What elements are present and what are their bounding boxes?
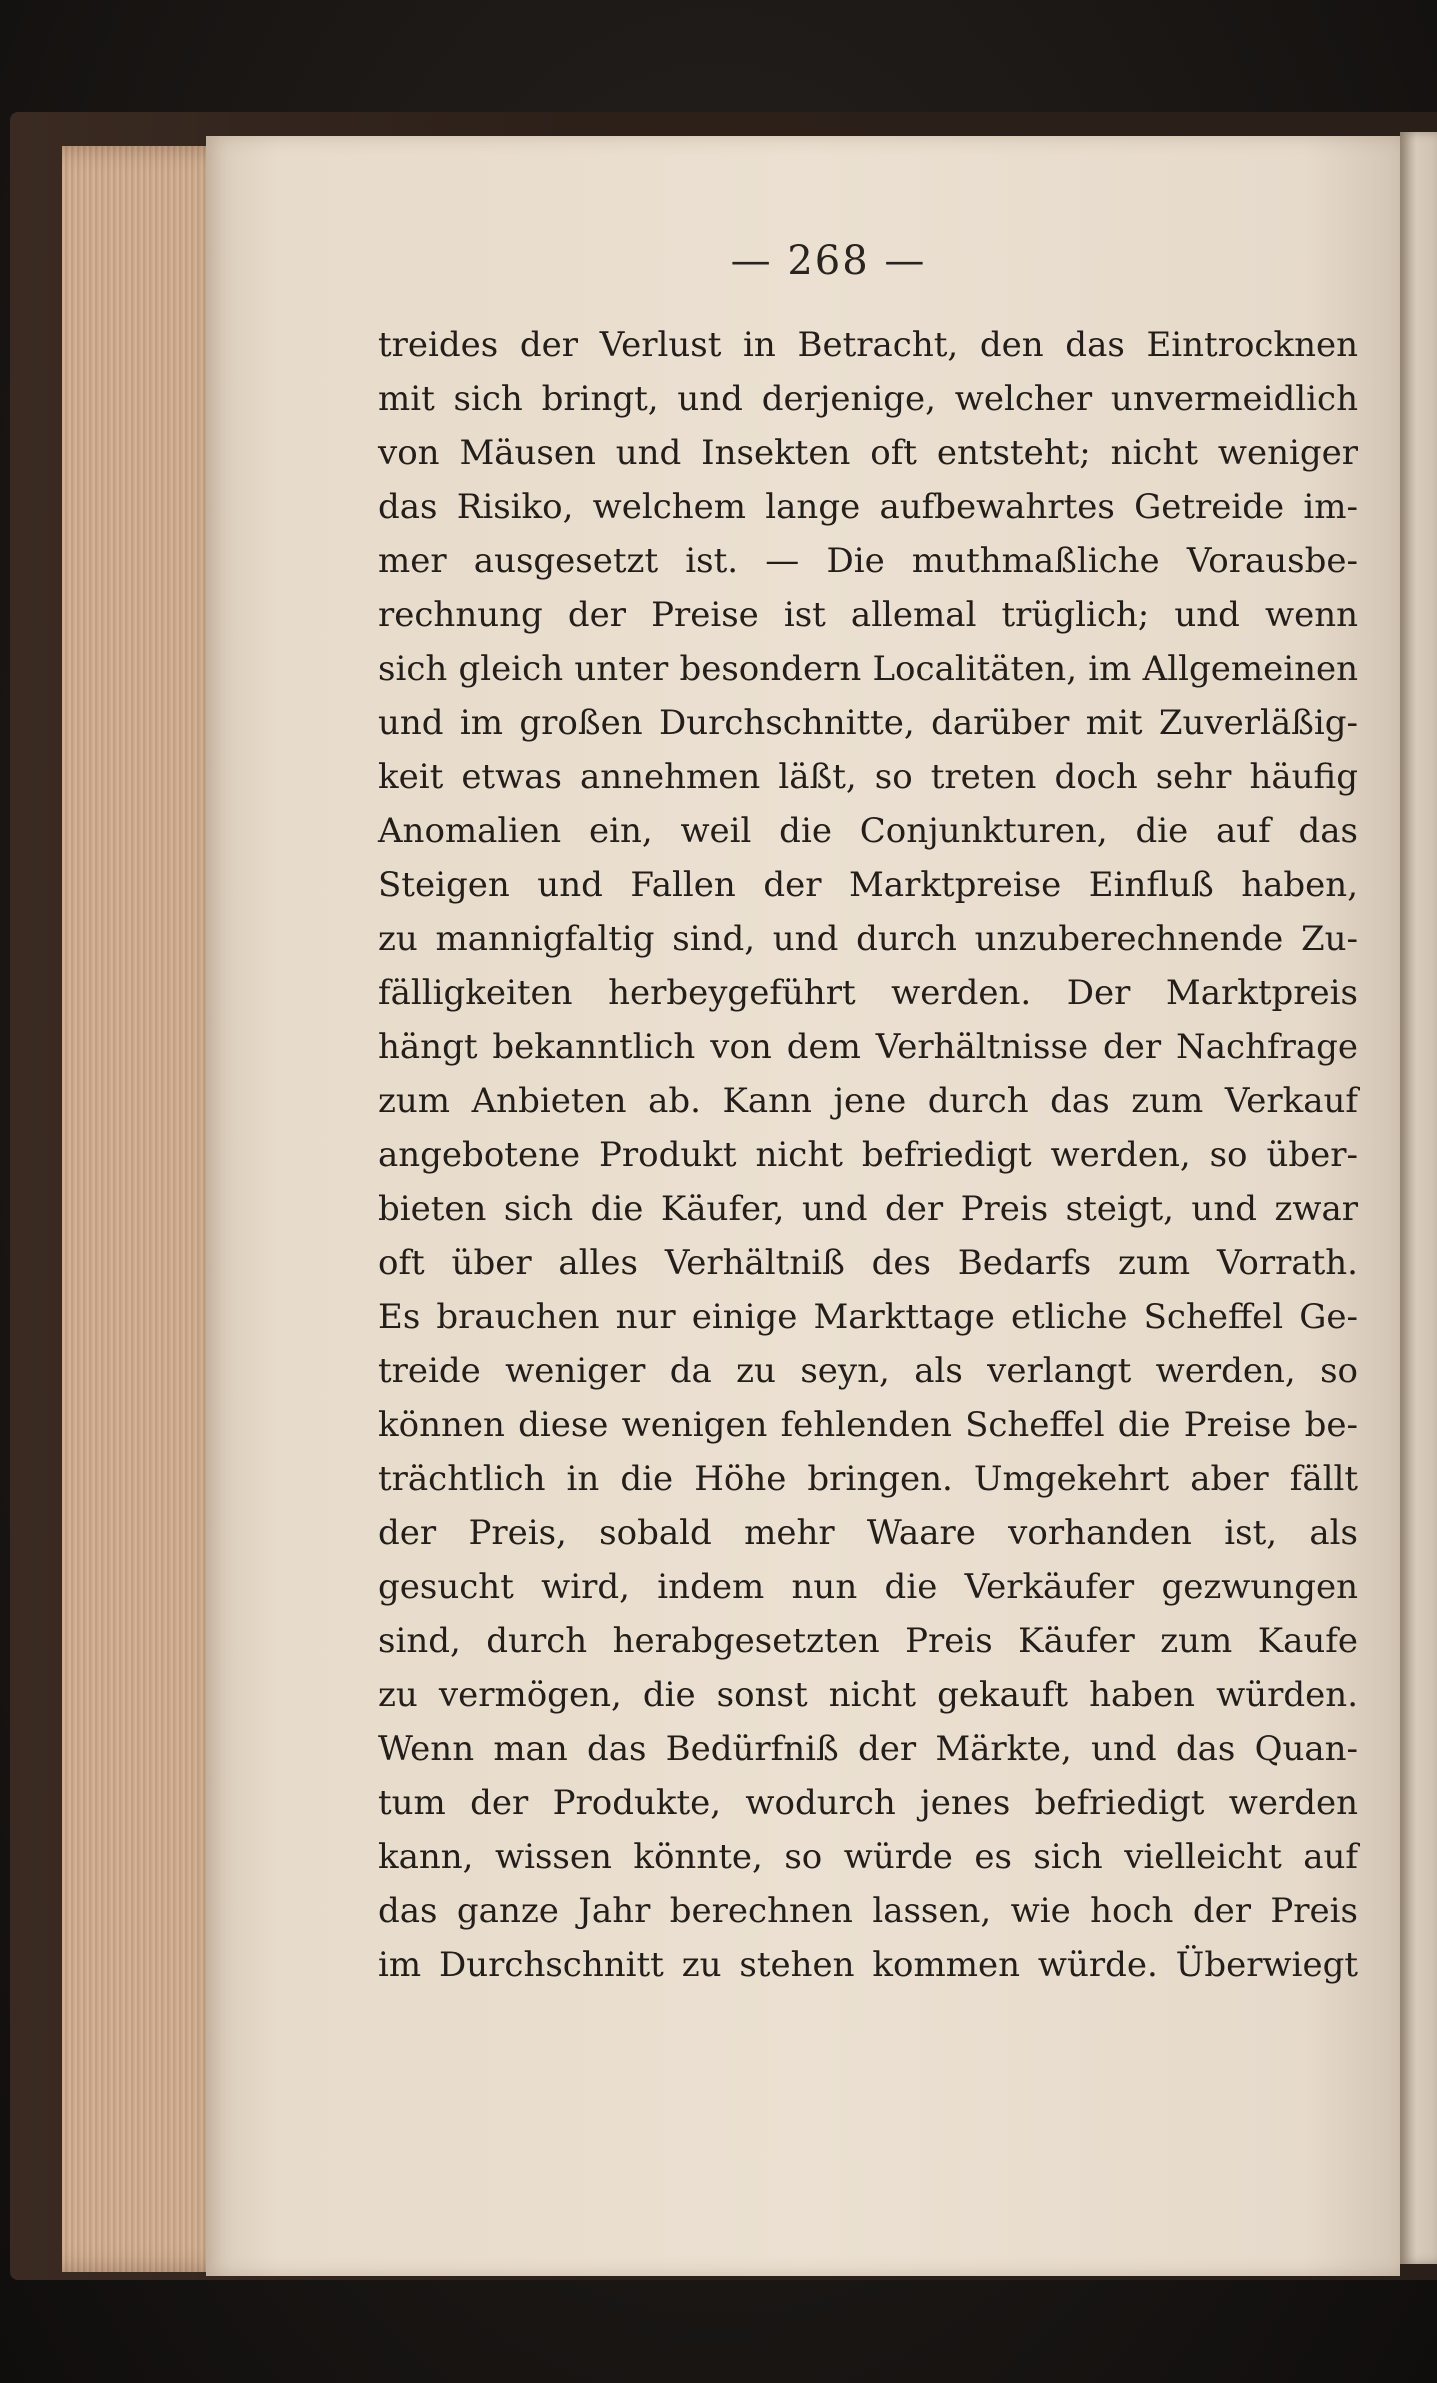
text-line: mer ausgesetzt ist. — Die muthmaßliche Vorausbe- [378,541,1358,581]
text-line: rechnung der Preise ist allemal trüglich; und wenn [378,595,1358,635]
text-line: oft über alles Verhältniß des Bedarfs zum Vorrath. [378,1243,1358,1283]
text-line: trächtlich in die Höhe bringen. Umgekehrt aber fällt [378,1459,1358,1499]
text-line: tum der Produkte, wodurch jenes befriedigt werden [378,1783,1358,1823]
text-line: hängt bekanntlich von dem Verhältnisse der Nachfrage [378,1027,1358,1067]
text-line: von Mäusen und Insekten oft entsteht; nicht weniger [378,433,1358,473]
text-line: zum Anbieten ab. Kann jene durch das zum Verkauf [378,1081,1358,1121]
text-line: sich gleich unter besondern Localitäten, im Allgemeinen [378,649,1358,689]
text-line: der Preis, sobald mehr Waare vorhanden ist, als [378,1513,1358,1553]
text-line: gesucht wird, indem nun die Verkäufer gezwungen [378,1567,1358,1607]
text-line: Anomalien ein, weil die Conjunkturen, die auf das [378,811,1358,851]
page-text [378,318,1358,1992]
text-line: können diese wenigen fehlenden Scheffel die Preise be- [378,1405,1358,1445]
page-number: — 268 — [730,238,927,284]
text-line: treides der Verlust in Betracht, den das Eintrocknen [378,325,1358,365]
text-line: das ganze Jahr berechnen lassen, wie hoch der Preis [378,1891,1358,1931]
text-line: zu mannigfaltig sind, und durch unzuberechnende Zu- [378,919,1358,959]
text-line: kann, wissen könnte, so würde es sich vielleicht auf [378,1837,1358,1877]
text-line: Es brauchen nur einige Markttage etliche Scheffel Ge- [378,1297,1358,1337]
text-line: Wenn man das Bedürfniß der Märkte, und das Quan- [378,1729,1358,1769]
adjacent-page-edge [1400,132,1437,2264]
text-line: treide weniger da zu seyn, als verlangt werden, so [378,1351,1358,1391]
text-line: und im großen Durchschnitte, darüber mit Zuverläßig- [378,703,1358,743]
text-line: angebotene Produkt nicht befriedigt werden, so über- [378,1135,1358,1175]
text-line: bieten sich die Käufer, und der Preis steigt, und zwar [378,1189,1358,1229]
text-line: fälligkeiten herbeygeführt werden. Der Marktpreis [378,973,1358,1013]
text-line: zu vermögen, die sonst nicht gekauft haben würden. [378,1675,1358,1715]
text-line: im Durchschnitt zu stehen kommen würde. Überwiegt [378,1945,1358,1985]
text-line: das Risiko, welchem lange aufbewahrtes Getreide im- [378,487,1358,527]
text-line: sind, durch herabgesetzten Preis Käufer zum Kaufe [378,1621,1358,1661]
text-line: Steigen und Fallen der Marktpreise Einfluß haben, [378,865,1358,905]
text-line: keit etwas annehmen läßt, so treten doch sehr häufig [378,757,1358,797]
text-line: mit sich bringt, und derjenige, welcher unvermeidlich [378,379,1358,419]
